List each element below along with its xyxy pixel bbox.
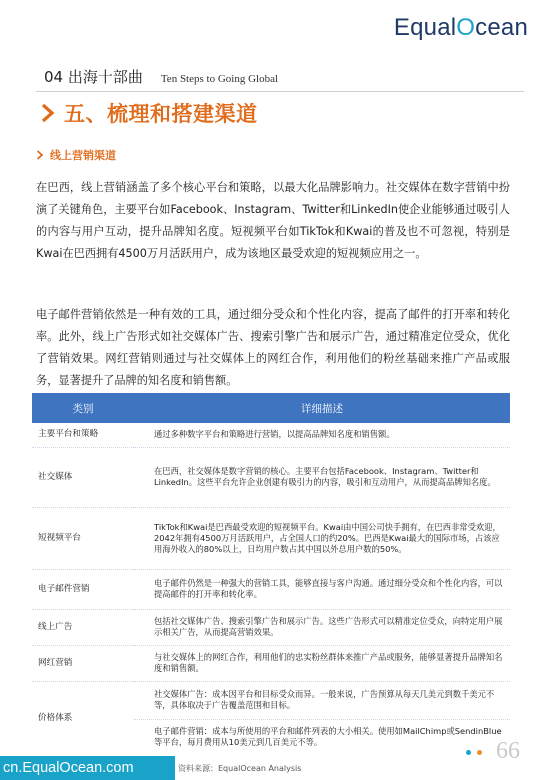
table-cell-category: 主要平台和策略 [32,423,134,447]
table-cell-category: 电子邮件营销 [32,569,134,609]
table-row [32,447,510,507]
table-row [32,681,510,719]
table-cell-category: 社交媒体 [32,447,134,507]
table-cell-category: 短视频平台 [32,507,134,569]
table-row [32,507,510,569]
table-cell-description: 电子邮件仍然是一种强大的营销工具，能够直接与客户沟通。通过细分受众和个性化内容，可以提高邮件的打开率和转化率。 [134,569,510,609]
footer-source: 资料来源：EqualOcean Analysis [178,764,302,773]
section-subtitle [36,147,116,163]
footer-website: cn.EqualOcean.com [0,756,175,780]
equalocean-logo [394,14,528,42]
table-cell-category: 网红营销 [32,645,134,681]
table-cell-description: 包括社交媒体广告、搜索引擎广告和展示广告。这些广告形式可以精准定位受众，向特定用户展示相关广告，从而提高营销效果。 [134,609,510,645]
table-cell-description: TikTok和Kwai是巴西最受欢迎的短视频平台。Kwai由中国公司快手拥有，在巴西非常受欢迎，2042年拥有4500万月活跃用户，占全国人口的约20%。巴西是Kwai最大的国际市场，占该应用海外收入的80%以上，日均用户数占其中国以外总用户数的50%。 [134,507,510,569]
table-cell-description: 社交媒体广告：成本因平台和目标受众而异。一般来说，广告预算从每天几美元到数千美元不等，具体取决于广告覆盖范围和目标。 [134,681,510,719]
section-header [44,66,278,87]
header-divider [36,91,524,92]
page-title [40,98,258,128]
dot-icon [466,750,471,755]
table-cell-category: 价格体系 [38,712,73,723]
logo-text-part1: Equal [393,14,457,41]
table-cell-description: 在巴西，社交媒体是数字营销的核心。主要平台包括Facebook、Instagram、Twitter和LinkedIn。这些平台允许企业创建有吸引力的内容，吸引和互动用户，从而提高品牌知名度。 [134,447,510,507]
chevron-right-icon [36,150,44,160]
table-cell-description: 通过多种数字平台和策略进行营销，以提高品牌知名度和销售额。 [134,423,510,447]
table-header-description: 详细描述 [134,393,510,423]
table-row [32,569,510,609]
table-row [32,645,510,681]
logo-text-accent: O [456,14,476,41]
table-header-category: 类别 [32,393,134,423]
section-number: 04 出海十部曲 [44,68,143,86]
table-row [32,609,510,645]
table-header-row [32,393,510,423]
page-title-text: 五、梳理和搭建渠道 [64,102,258,126]
page-number: 66 [496,738,520,764]
decorative-dots [466,750,482,755]
table-cell-category: 线上广告 [32,609,134,645]
dot-icon [477,750,482,755]
body-paragraph-1: 在巴西，线上营销涵盖了多个核心平台和策略，以最大化品牌影响力。社交媒体在数字营销中扮演了关键角色，主要平台如Facebook、Instagram、Twitter和LinkedIn使企业能够通过吸引人的内容与用户互动，提升品牌知名度。短视频平台如TikTok和Kwai的普及也不可忽视，特别是Kwai在巴西拥有4500万月活跃用户，成为该地区最受欢迎的短视频应用之一。 [36,181,510,261]
section-subtitle-text: 线上营销渠道 [50,149,116,162]
channel-table [32,393,510,755]
table-cell-description: 电子邮件营销：成本与所使用的平台和邮件列表的大小相关。使用如MailChimp或SendinBlue等平台，每月费用从10美元到几百美元不等。 [154,726,502,748]
body-paragraph-2: 电子邮件营销依然是一种有效的工具，通过细分受众和个性化内容，提高了邮件的打开率和转化率。此外，线上广告形式如社交媒体广告、搜索引擎广告和展示广告，通过精准定位受众，优化了营销效果。网红营销则通过与社交媒体上的网红合作，利用他们的粉丝基础来推广产品或服务，显著提升了品牌的知名度和销售额。 [36,308,510,388]
table-cell-description: 与社交媒体上的网红合作，利用他们的忠实粉丝群体来推广产品或服务，能够显著提升品牌知名度和销售额。 [134,645,510,681]
chevron-right-icon [40,102,56,124]
logo-text-part2: cean [475,14,528,41]
section-english-title: Ten Steps to Going Global [160,73,279,85]
table-row [32,423,510,447]
